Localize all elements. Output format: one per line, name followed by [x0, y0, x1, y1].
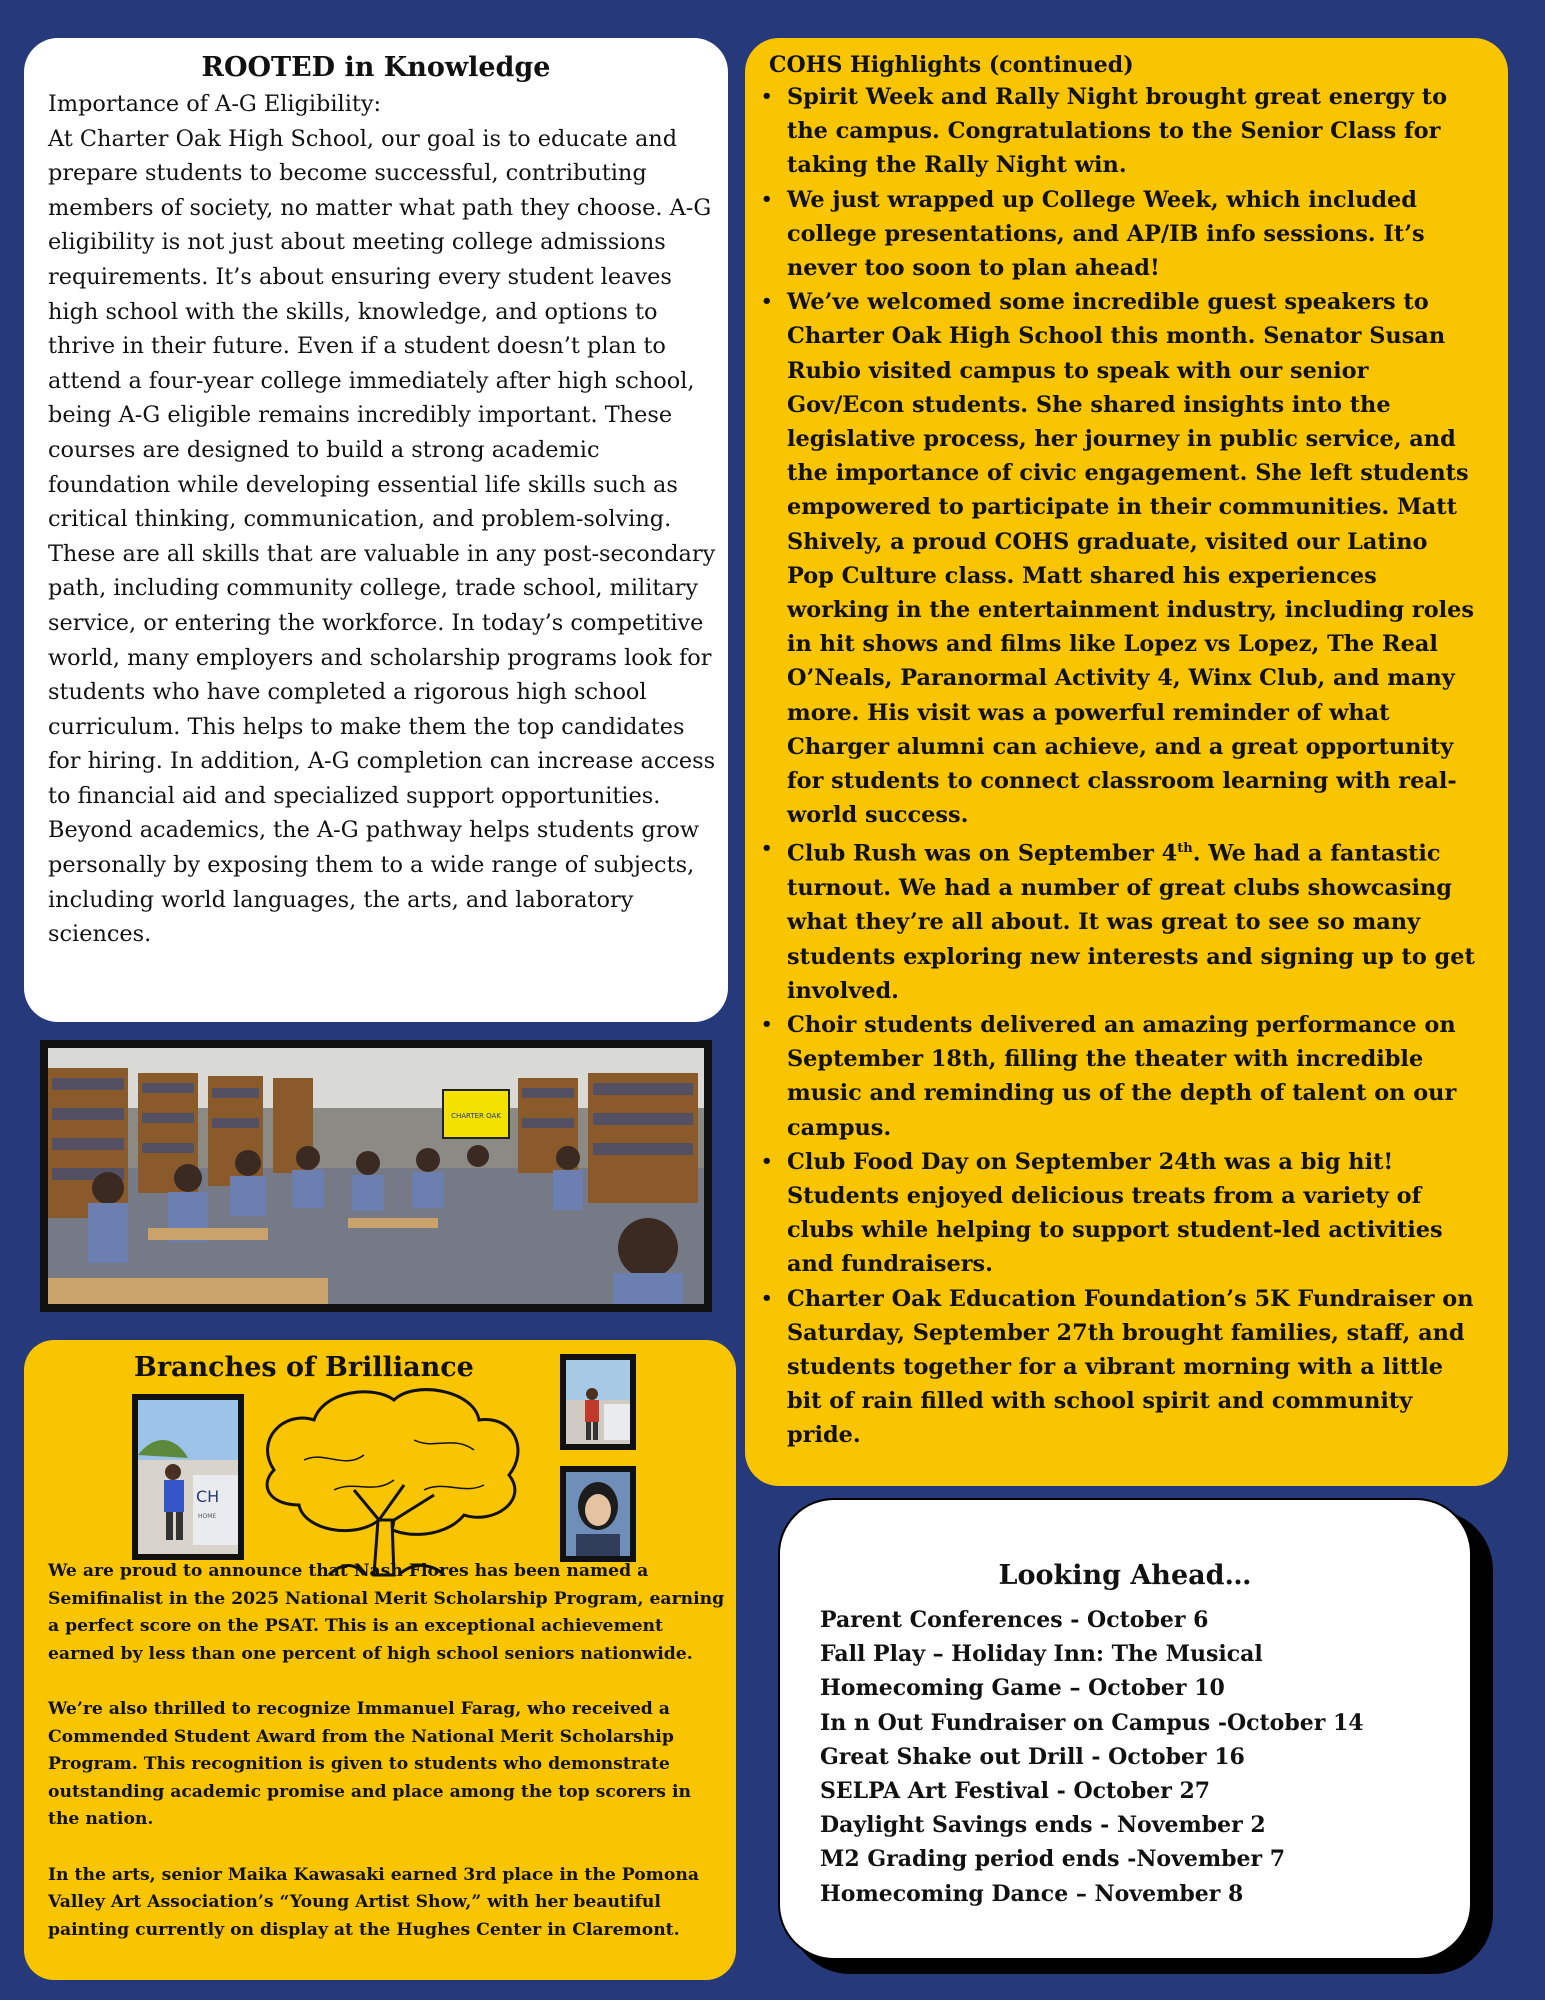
event-item: Fall Play – Holiday Inn: The Musical	[820, 1641, 1263, 1668]
rooted-body	[48, 87, 716, 952]
highlights-title: COHS Highlights (continued)	[769, 52, 1134, 78]
branches-title: Branches of Brilliance	[134, 1352, 474, 1383]
student-photo-maika-image	[566, 1472, 630, 1556]
event-item: Great Shake out Drill - October 16	[820, 1743, 1245, 1770]
branches-panel	[24, 1340, 736, 1980]
highlight-item: • We’ve welcomed some incredible guest speakers to Charter Oak High School this month. Senator Susan Rubio visited campus to speak with our senior Gov/Econ students. She shared insights into the legislative process, her journey in public service, and the importance of civic engagement. She left students empowered to participate in their communities. Matt Shively, a proud COHS graduate, visited our Latino Pop Culture class. Matt shared his experiences working in the entertainment industry, including roles in hit shows and films like Lopez vs Lopez, The Real O’Neals, Paranormal Activity 4, Winx Club, and many more. His visit was a powerful reminder of what Charger alumni can achieve, and a great opportunity for students to connect classroom learning with real-world success.	[769, 285, 1478, 832]
events-list	[820, 1603, 1470, 1911]
rooted-title: ROOTED in Knowledge	[201, 52, 551, 83]
library-photo	[40, 1040, 712, 1312]
event-item: In n Out Fundraiser on Campus -October 14	[820, 1709, 1364, 1736]
bullet-icon: •	[761, 291, 773, 313]
rooted-subtitle: Importance of A-G Eligibility:	[48, 91, 382, 117]
branches-paragraph: We’re also thrilled to recognize Immanuel Farag, who received a Commended Student Award from the National Merit Scholarship Program. This recognition is given to students who demonstrate outstanding academic promise and place among the top scorers in the nation.	[48, 1698, 691, 1830]
event-item: Homecoming Game – October 10	[820, 1675, 1225, 1702]
bullet-icon: •	[761, 1013, 773, 1035]
branches-paragraph: In the arts, senior Maika Kawasaki earned 3rd place in the Pomona Valley Art Association’s “Young Artist Show,” with her beautiful painting currently on display at the Hughes Center in Claremont.	[48, 1864, 699, 1940]
bullet-icon: •	[761, 1150, 773, 1172]
student-photo-nash-image	[138, 1400, 238, 1554]
student-photo-immanuel	[560, 1354, 636, 1450]
looking-ahead-title: Looking Ahead…	[998, 1560, 1252, 1591]
looking-ahead-panel	[778, 1498, 1472, 1960]
highlight-item: • Choir students delivered an amazing performance on September 18th, filling the theater with incredible music and reminding us of the depth of talent on our campus.	[769, 1008, 1478, 1145]
student-photo-maika	[560, 1466, 636, 1562]
bullet-icon: •	[761, 188, 773, 210]
rooted-panel	[24, 38, 728, 1022]
event-item: SELPA Art Festival - October 27	[820, 1778, 1211, 1805]
sign-subtext: HOME	[198, 1513, 217, 1520]
highlight-item: • We just wrapped up College Week, which included college presentations, and AP/IB info sessions. It’s never too soon to plan ahead!	[769, 183, 1478, 286]
highlight-item: • Spirit Week and Rally Night brought great energy to the campus. Congratulations to the Senior Class for taking the Rally Night win.	[769, 80, 1478, 183]
highlight-item: • Club Food Day on September 24th was a big hit! Students enjoyed delicious treats from a variety of clubs while helping to support student-led activities and fundraisers.	[769, 1145, 1478, 1282]
highlight-item-club-rush: • Club Rush was on September 4th. We had a fantastic turnout. We had a number of great clubs showcasing what they’re all about. It was great to see so many students exploring new interests and signing up to get involved.	[769, 832, 1478, 1007]
library-photo-image	[48, 1048, 704, 1304]
highlights-panel	[745, 38, 1508, 1486]
bullet-icon: •	[761, 86, 773, 107]
branches-text	[48, 1558, 728, 1972]
student-photo-nash	[132, 1394, 244, 1560]
event-item: M2 Grading period ends -November 7	[820, 1846, 1286, 1873]
branches-paragraph: We are proud to announce that Nash Flores has been named a Semifinalist in the 2025 National Merit Scholarship Program, earning a perfect score on the PSAT. This is an exceptional achievement earned by less than one percent of high school seniors nationwide.	[48, 1561, 725, 1664]
event-item: Daylight Savings ends - November 2	[820, 1812, 1266, 1839]
event-item: Homecoming Dance – November 8	[820, 1880, 1244, 1907]
sign-text: CH	[196, 1487, 220, 1506]
highlights-list	[761, 80, 1478, 1453]
student-photo-immanuel-image	[566, 1360, 630, 1444]
rooted-paragraph: At Charter Oak High School, our goal is to educate and prepare students to become successful, contributing members of society, no matter what path they choose. A-G eligibility is not just about meeting college admissions requirements. It’s about ensuring every student leaves high school with the skills, knowledge, and options to thrive in their future. Even if a student doesn’t plan to attend a four-year college immediately after high school, being A-G eligible remains incredibly important. These courses are designed to build a strong academic foundation while developing essential life skills such as critical thinking, communication, and problem-solving. These are all skills that are valuable in any post-secondary path, including community college, trade school, military service, or entering the workforce. In today’s competitive world, many employers and scholarship programs look for students who have completed a rigorous high school curriculum. This helps to make them the top candidates for hiring. In addition, A-G completion can increase access to financial aid and specialized support opportunities. Beyond academics, the A-G pathway helps students grow personally by exposing them to a wide range of subjects, including world languages, the arts, and laboratory sciences.	[48, 125, 716, 948]
tree-icon	[244, 1380, 534, 1580]
highlight-item: • Charter Oak Education Foundation’s 5K Fundraiser on Saturday, September 27th brought families, staff, and students together for a vibrant morning with a little bit of rain filled with school spirit and community pride.	[769, 1282, 1478, 1453]
bullet-icon: •	[761, 838, 773, 860]
screen-text: CHARTER OAK	[451, 1112, 501, 1120]
bullet-icon: •	[761, 1287, 773, 1309]
event-item: Parent Conferences - October 6	[820, 1607, 1209, 1633]
